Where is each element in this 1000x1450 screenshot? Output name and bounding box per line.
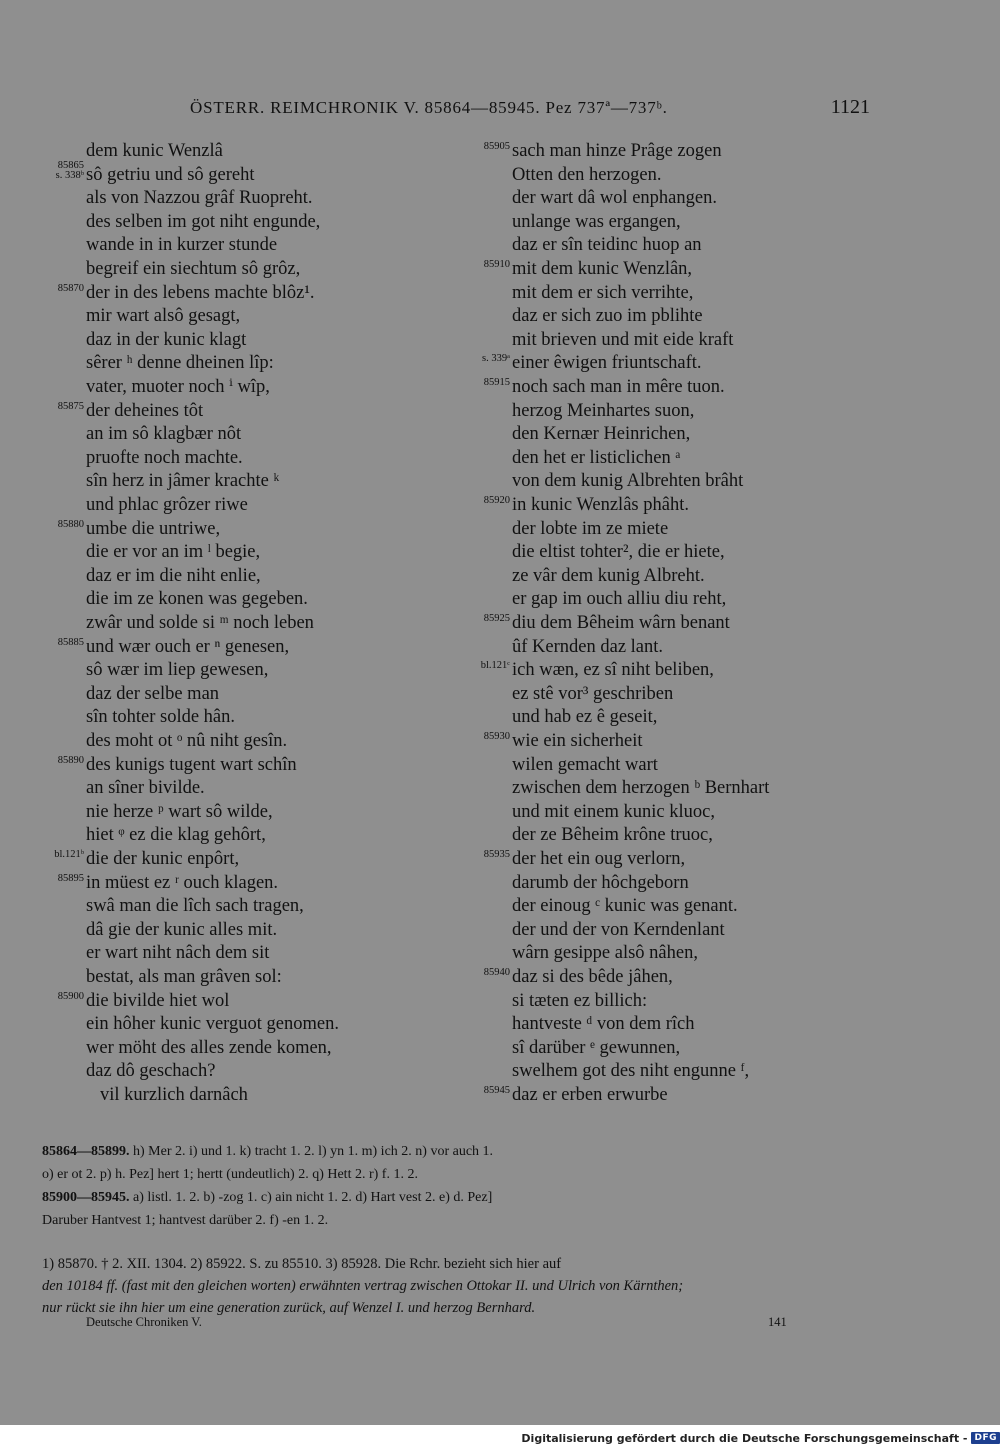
- verse-text: herzog Meinhartes suon,: [512, 400, 695, 421]
- verse-text: des kunigs tugent wart schîn: [86, 754, 297, 775]
- verse-text: der het ein oug verlorn,: [512, 849, 686, 869]
- verse-text: der einoug ᶜ kunic was genant.: [512, 896, 738, 917]
- running-head: [190, 98, 870, 122]
- verse-text: daz der selbe man: [86, 683, 220, 704]
- verse-text: wer möht des alles zende komen,: [86, 1037, 332, 1058]
- verse-text: zwischen dem herzogen ᵇ Bernhart: [512, 778, 770, 799]
- line-number-margin: bl.121ᵇ: [54, 849, 84, 860]
- verse-text: mit brieven und mit eide kraft: [512, 329, 734, 350]
- verse-text: hiet ᵠ ez die klag gehôrt,: [86, 825, 266, 846]
- verse-text: die im ze konen was gegeben.: [86, 589, 308, 610]
- verse-text: und wær ouch er ⁿ genesen,: [86, 636, 290, 657]
- verse-text: vil kurzlich darnâch: [100, 1085, 248, 1105]
- verse-text: zwâr und solde si ᵐ noch leben: [86, 613, 314, 633]
- apparatus-line: o) er ot 2. p) h. Pez] hert 1; hertt (undeutlich) 2. q) Hett 2. r) f. 1. 2.: [42, 1167, 418, 1182]
- verse-text: umbe die untriwe,: [86, 518, 221, 539]
- verse-text: ich wæn, ez sî niht beliben,: [512, 660, 714, 681]
- line-number-margin: 85910: [483, 259, 510, 270]
- funding-credit-text: Digitalisierung gefördert durch die Deutsche Forschungsgemeinschaft -: [521, 1431, 968, 1445]
- verse-text: wie ein sicherheit: [512, 731, 643, 751]
- line-number-margin: 85880: [57, 518, 84, 530]
- verse-text: an sîner bivilde.: [86, 778, 205, 799]
- verse-text: daz er sîn teidinc huop an: [512, 235, 702, 256]
- apparatus-range: 85864—85899.: [42, 1144, 130, 1159]
- verse-text: des selben im got niht engunde,: [86, 211, 321, 232]
- line-number-margin: 85915: [483, 377, 510, 388]
- line-number-margin: 85905: [483, 141, 510, 152]
- line-number-margin: 85930: [483, 731, 510, 742]
- line-number-margin: bl.121ᶜ: [480, 660, 510, 672]
- verse-text: hantveste ᵈ von dem rîch: [512, 1014, 695, 1035]
- verse-text: ze vâr dem kunig Albreht.: [512, 565, 705, 586]
- verse-text: sô wær im liep gewesen,: [86, 660, 269, 681]
- verse-text: des moht ot ᵒ nû niht gesîn.: [86, 731, 288, 751]
- verse-text: den Kernær Heinrichen,: [512, 424, 691, 445]
- verse-text: sô getriu und sô gereht: [86, 164, 255, 185]
- verse-text: er gap im ouch alliu diu reht,: [512, 589, 727, 610]
- verse-text: einer êwigen friuntschaft.: [512, 353, 702, 374]
- verse-text: daz in der kunic klagt: [86, 329, 247, 350]
- verse-text: begreif ein siechtum sô grôz,: [86, 259, 301, 279]
- verse-text: Otten den herzogen.: [512, 164, 662, 185]
- verse-text: wande in in kurzer stunde: [86, 235, 278, 256]
- verse-text: mit dem er sich verrihte,: [512, 282, 694, 303]
- apparatus-text: h) Mer 2. i) und 1. k) tracht 1. 2. l) yn 1. m) ich 2. n) vor auch 1.: [133, 1144, 494, 1159]
- verse-text: daz si des bêde jâhen,: [512, 967, 673, 987]
- apparatus-line: [42, 1140, 866, 1163]
- verse-text: sî darüber ᵉ gewunnen,: [512, 1037, 681, 1058]
- signature-sheet-number: 141: [768, 1315, 787, 1329]
- verse-text: die er vor an im ˡ begie,: [86, 542, 261, 563]
- verse-text: dem kunic Wenzlâ: [86, 141, 223, 161]
- verse-text: darumb der hôchgeborn: [512, 872, 689, 893]
- verse-text: swâ man die lîch sach tragen,: [86, 896, 304, 917]
- critical-apparatus: [42, 1140, 866, 1232]
- signature-left: Deutsche Chroniken V.: [86, 1315, 202, 1329]
- verse-text: unlange was ergangen,: [512, 211, 681, 232]
- verse-text: die bivilde hiet wol: [86, 990, 230, 1011]
- line-number-margin: s. 339ᵃ: [482, 353, 510, 365]
- verse-text: und phlac grôzer riwe: [86, 495, 248, 515]
- verse-text: daz er erben erwurbe: [512, 1085, 668, 1105]
- line-number-margin: 85890: [57, 754, 84, 766]
- verse-text: si tæten ez billich:: [512, 990, 648, 1011]
- verse-text: und hab ez ê geseit,: [512, 707, 658, 728]
- verse-text: als von Nazzou grâf Ruopreht.: [86, 188, 313, 209]
- verse-text: swelhem got des niht engunne ᶠ,: [512, 1061, 750, 1082]
- line-number-margin: 85885: [57, 636, 84, 648]
- verse-text: vater, muoter noch ⁱ wîp,: [86, 377, 270, 397]
- funding-credit: [521, 1429, 1000, 1447]
- verse-text: sîn tohter solde hân.: [86, 707, 236, 728]
- verse-text: noch sach man in mêre tuon.: [512, 377, 725, 397]
- footnote-line: nur rückt sie ihn hier um eine generation zurück, auf Wenzel I. und herzog Bernhard.: [42, 1300, 536, 1316]
- verse-text: von dem kunig Albrehten brâht: [512, 471, 744, 492]
- verse-text: sêrer ʰ denne dheinen lîp:: [86, 353, 274, 374]
- verse-text: nie herze ᵖ wart sô wilde,: [86, 801, 273, 822]
- page-number: 1121: [830, 96, 870, 118]
- verse-text: bestat, als man grâven sol:: [86, 967, 282, 987]
- footnote-line: 1) 85870. † 2. XII. 1304. 2) 85922. S. zu 85510. 3) 85928. Die Rchr. bezieht sich hier auf: [42, 1256, 562, 1272]
- verse-text: wilen gemacht wart: [512, 754, 658, 775]
- apparatus-text: a) listl. 1. 2. b) -zog 1. c) ain nicht 1. 2. d) Hart vest 2. e) d. Pez]: [133, 1190, 493, 1205]
- verse-text: daz dô geschach?: [86, 1061, 216, 1082]
- verse-text: daz er im die niht enlie,: [86, 565, 261, 586]
- verse-text: ez stê vor³ geschriben: [512, 683, 674, 704]
- verse-text: mir wart alsô gesagt,: [86, 306, 241, 327]
- verse-text: sîn herz in jâmer krachte ᵏ: [86, 471, 280, 492]
- line-number-margin: 85870: [57, 282, 84, 294]
- verse-text: der und der von Kerndenlant: [512, 919, 725, 940]
- verse-text: diu dem Bêheim wârn benant: [512, 613, 730, 633]
- verse-text: pruofte noch machte.: [86, 447, 243, 468]
- line-number-margin: 85935: [483, 849, 510, 860]
- line-number-margin: 85865 s. 338ᵇ: [55, 159, 84, 181]
- line-number-margin: 85895: [57, 872, 84, 884]
- verse-text: sach man hinze Prâge zogen: [512, 141, 722, 161]
- verse-text: die der kunic enpôrt,: [86, 849, 240, 869]
- line-number-margin: 85875: [57, 400, 84, 412]
- verse-text: und mit einem kunic kluoc,: [512, 801, 715, 822]
- apparatus-line: [42, 1186, 866, 1209]
- verse-text: ûf Kernden daz lant.: [512, 636, 664, 657]
- line-number-margin: 85945: [483, 1085, 510, 1096]
- verse-text: der ze Bêheim krône truoc,: [512, 825, 713, 846]
- running-head-title: ÖSTERR. REIMCHRONIK V. 85864—85945. Pez 737ª—737ᵇ.: [190, 98, 668, 117]
- line-number-margin: 85920: [483, 495, 510, 506]
- dfg-logo: DFG: [971, 1432, 1000, 1444]
- verse-text: er wart niht nâch dem sit: [86, 943, 270, 964]
- verse-text: in kunic Wenzlâs phâht.: [512, 495, 689, 515]
- line-number-margin: 85925: [483, 613, 510, 624]
- verse-text: dâ gie der kunic alles mit.: [86, 919, 278, 940]
- verse-text: die eltist tohter², die er hiete,: [512, 542, 725, 563]
- verse-text: ein hôher kunic verguot genomen.: [86, 1014, 339, 1035]
- apparatus-range: 85900—85945.: [42, 1190, 130, 1205]
- verse-text: den het er listiclichen ᵃ: [512, 447, 681, 468]
- verse-text: mit dem kunic Wenzlân,: [512, 259, 693, 279]
- footnotes: [42, 1253, 872, 1319]
- verse-text: der lobte im ze miete: [512, 518, 669, 539]
- verse-text: daz er sich zuo im pblihte: [512, 306, 703, 327]
- line-number-margin: 85900: [57, 990, 84, 1002]
- verse-text: in müest ez ʳ ouch klagen.: [86, 872, 279, 893]
- verse-text: der deheines tôt: [86, 400, 204, 421]
- footnote-line: den 10184 ff. (fast mit den gleichen worten) erwähnten vertrag zwischen Ottokar II. und Ulrich von Kärnthen;: [42, 1278, 684, 1294]
- verse-text: wârn gesippe alsô nâhen,: [512, 943, 698, 964]
- line-number-margin: 85940: [483, 967, 510, 978]
- apparatus-line: Daruber Hantvest 1; hantvest darüber 2. f) -en 1. 2.: [42, 1213, 329, 1228]
- verse-text: an im sô klagbær nôt: [86, 424, 242, 445]
- verse-text: der wart dâ wol enphangen.: [512, 188, 717, 209]
- verse-text: der in des lebens machte blôz¹.: [86, 282, 315, 303]
